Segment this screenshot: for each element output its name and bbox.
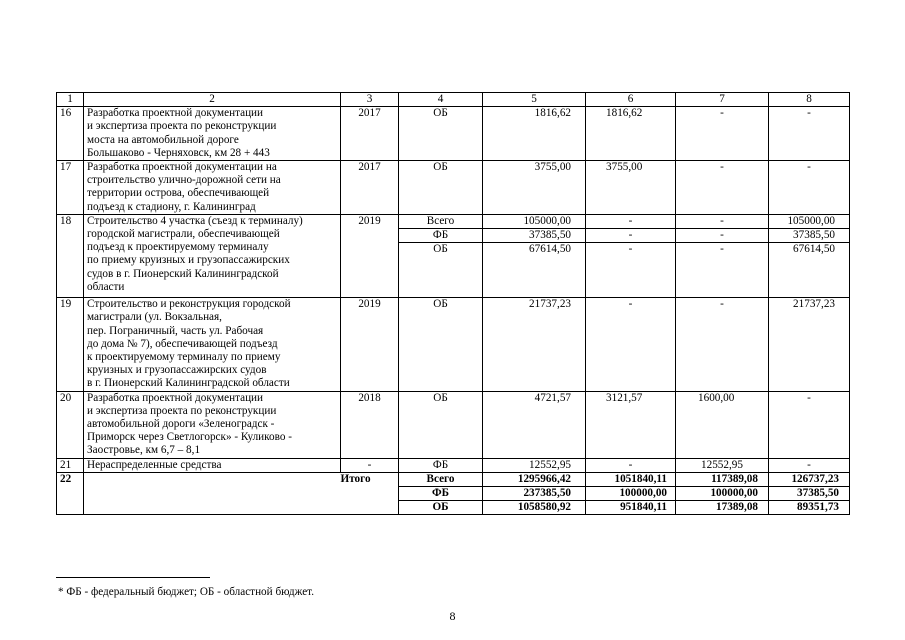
col8-value: 37385,50 — [769, 229, 850, 243]
header-cell: 2 — [84, 93, 341, 107]
col8-value: 105000,00 — [769, 214, 850, 228]
col6-value: 1051840,11 — [586, 472, 676, 486]
header-cell: 1 — [57, 93, 84, 107]
project-name: Нераспределенные средства — [84, 458, 341, 472]
col6-value: - — [586, 229, 676, 243]
table-row — [57, 458, 850, 472]
funding-source: ОБ — [399, 391, 483, 458]
header-cell: 6 — [586, 93, 676, 107]
row-number: 17 — [57, 161, 84, 215]
total-row — [57, 472, 850, 486]
page-number: 8 — [449, 609, 456, 623]
col7-value: - — [676, 243, 769, 298]
table-row — [57, 391, 850, 458]
header-cell: 5 — [483, 93, 586, 107]
col6-value: - — [586, 243, 676, 298]
row-number: 18 — [57, 214, 84, 297]
col8-value: - — [769, 161, 850, 215]
col7-value: - — [676, 107, 769, 161]
row-number: 22 — [57, 472, 84, 515]
project-name: Разработка проектной документации и экспертиза проекта по реконструкции автомобильной дороги «Зеленоградск - Приморск через Светлогорск» - Куликово - Заостровье, км 6,7 – 8,1 — [84, 391, 341, 458]
col6-value: - — [586, 214, 676, 228]
table-row — [57, 298, 850, 391]
funding-source: ОБ — [399, 298, 483, 391]
funding-source: ОБ — [399, 501, 483, 515]
col5-value: 1816,62 — [483, 107, 586, 161]
col7-value: 12552,95 — [676, 458, 769, 472]
col6-value: 1816,62 — [586, 107, 676, 161]
year: 2019 — [341, 214, 399, 297]
funding-source: Всего — [399, 472, 483, 486]
col6-value: 100000,00 — [586, 487, 676, 501]
row-number: 16 — [57, 107, 84, 161]
col8-value: 37385,50 — [769, 487, 850, 501]
col8-value: 67614,50 — [769, 243, 850, 298]
col6-value: 3121,57 — [586, 391, 676, 458]
col8-value: 21737,23 — [769, 298, 850, 391]
project-name: Разработка проектной документации и экспертиза проекта по реконструкции моста на автомобильной дороге Большаково - Черняховск, км 28 + 443 — [84, 107, 341, 161]
table-row — [57, 161, 850, 215]
project-name: Строительство 4 участка (съезд к терминалу) городской магистрали, обеспечивающей подъезд к проектируемому терминалу по приему круизных и грузопассажирских судов в г. Пионерский Калининградской области — [84, 214, 341, 297]
col5-value: 67614,50 — [483, 243, 586, 298]
header-row — [57, 93, 850, 107]
table-row — [57, 107, 850, 161]
project-name: Строительство и реконструкция городской магистрали (ул. Вокзальная, пер. Пограничный, часть ул. Рабочая до дома № 7), обеспечивающей подъезд к проектируемому терминалу по приему круизных и грузопассажирских судов в г. Пионерский Калининградской области — [84, 298, 341, 391]
header-cell: 4 — [399, 93, 483, 107]
footnote: * ФБ - федеральный бюджет; ОБ - областной бюджет. — [58, 586, 315, 598]
col6-value: 951840,11 — [586, 501, 676, 515]
funding-source: Всего — [399, 214, 483, 228]
col7-value: 1600,00 — [676, 391, 769, 458]
header-cell: 3 — [341, 93, 399, 107]
col7-value: - — [676, 298, 769, 391]
total-label: Итого — [341, 472, 399, 515]
col6-value: - — [586, 458, 676, 472]
funding-source: ФБ — [399, 487, 483, 501]
project-name: Разработка проектной документации на строительство улично-дорожной сети на территории острова, обеспечивающей подъезд к стадиону, г. Калининград — [84, 161, 341, 215]
header-cell: 8 — [769, 93, 850, 107]
col6-value: 3755,00 — [586, 161, 676, 215]
funding-source: ФБ — [399, 458, 483, 472]
year: - — [341, 458, 399, 472]
col5-value: 1295966,42 — [483, 472, 586, 486]
col8-value: - — [769, 391, 850, 458]
col7-value: 100000,00 — [676, 487, 769, 501]
row-number: 20 — [57, 391, 84, 458]
header-cell: 7 — [676, 93, 769, 107]
table-row — [57, 214, 850, 228]
col5-value: 4721,57 — [483, 391, 586, 458]
budget-table — [56, 92, 850, 515]
col5-value: 3755,00 — [483, 161, 586, 215]
col6-value: - — [586, 298, 676, 391]
col8-value: 126737,23 — [769, 472, 850, 486]
col7-value: 117389,08 — [676, 472, 769, 486]
year: 2019 — [341, 298, 399, 391]
year: 2017 — [341, 107, 399, 161]
col7-value: 17389,08 — [676, 501, 769, 515]
col7-value: - — [676, 214, 769, 228]
col5-value: 37385,50 — [483, 229, 586, 243]
funding-source: ОБ — [399, 107, 483, 161]
row-number: 19 — [57, 298, 84, 391]
col7-value: - — [676, 229, 769, 243]
col5-value: 1058580,92 — [483, 501, 586, 515]
col5-value: 105000,00 — [483, 214, 586, 228]
funding-source: ОБ — [399, 243, 483, 298]
row-number: 21 — [57, 458, 84, 472]
col8-value: - — [769, 107, 850, 161]
footnote-divider — [56, 577, 210, 578]
col8-value: - — [769, 458, 850, 472]
col8-value: 89351,73 — [769, 501, 850, 515]
col5-value: 12552,95 — [483, 458, 586, 472]
col5-value: 237385,50 — [483, 487, 586, 501]
total-spacer — [84, 472, 341, 515]
funding-source: ФБ — [399, 229, 483, 243]
funding-source: ОБ — [399, 161, 483, 215]
year: 2017 — [341, 161, 399, 215]
year: 2018 — [341, 391, 399, 458]
col7-value: - — [676, 161, 769, 215]
col5-value: 21737,23 — [483, 298, 586, 391]
